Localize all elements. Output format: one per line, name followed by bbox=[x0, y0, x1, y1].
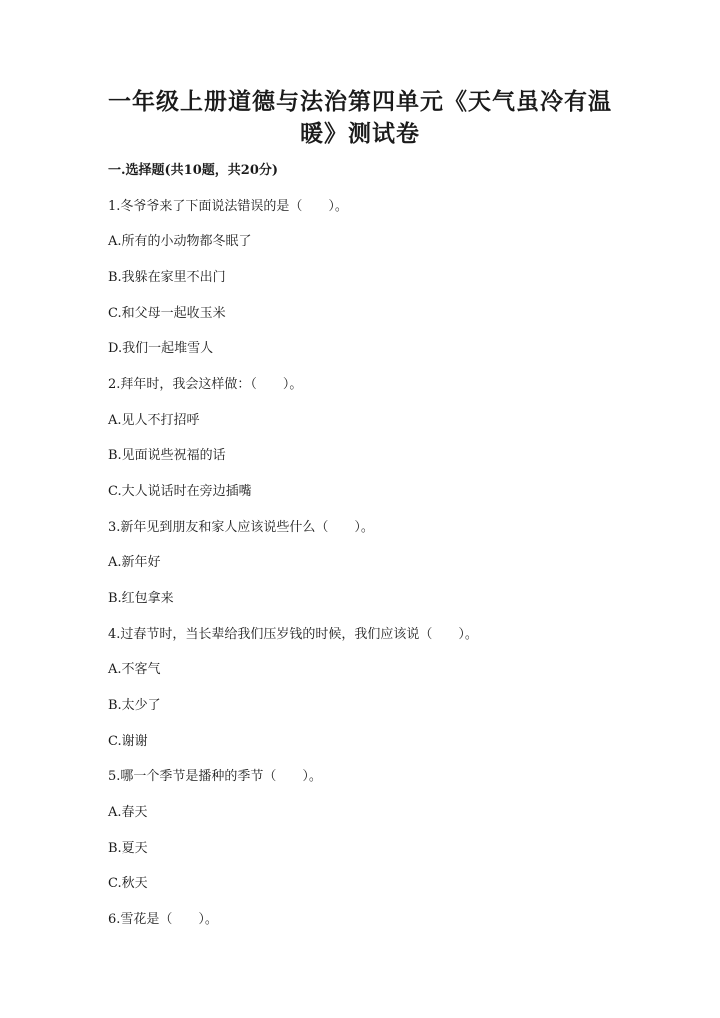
question-1-option-b: B.我躲在家里不出门 bbox=[108, 270, 226, 285]
question-5-option-b: B.夏天 bbox=[108, 841, 148, 856]
title-line-1: 一年级上册道德与法治第四单元《天气虽冷有温 bbox=[108, 88, 612, 115]
question-2-option-a: A.见人不打招呼 bbox=[108, 413, 200, 428]
question-1-option-a: A.所有的小动物都冬眠了 bbox=[108, 234, 252, 249]
question-5-option-c: C.秋天 bbox=[108, 876, 148, 891]
question-3-option-a: A.新年好 bbox=[108, 555, 161, 570]
question-1-stem: 1.冬爷爷来了下面说法错误的是（ ）。 bbox=[108, 199, 348, 214]
section-heading: 一.选择题(共10题，共20分) bbox=[108, 163, 279, 178]
question-6-stem: 6.雪花是（ ）。 bbox=[108, 912, 218, 927]
question-2-option-c: C.大人说话时在旁边插嘴 bbox=[108, 484, 252, 499]
title-line-2: 暖》测试卷 bbox=[300, 120, 420, 147]
question-4-option-c: C.谢谢 bbox=[108, 734, 148, 749]
question-4-option-b: B.太少了 bbox=[108, 698, 161, 713]
question-2-stem: 2.拜年时，我会这样做：（ ）。 bbox=[108, 377, 303, 392]
question-4-stem: 4.过春节时，当长辈给我们压岁钱的时候，我们应该说（ ）。 bbox=[108, 627, 478, 642]
document-title bbox=[100, 86, 620, 150]
question-5-option-a: A.春天 bbox=[108, 805, 148, 820]
question-3-stem: 3.新年见到朋友和家人应该说些什么（ ）。 bbox=[108, 520, 374, 535]
question-4-option-a: A.不客气 bbox=[108, 662, 161, 677]
question-3-option-b: B.红包拿来 bbox=[108, 591, 174, 606]
question-1-option-d: D.我们一起堆雪人 bbox=[108, 341, 214, 356]
question-1-option-c: C.和父母一起收玉米 bbox=[108, 306, 226, 321]
question-2-option-b: B.见面说些祝福的话 bbox=[108, 448, 226, 463]
question-5-stem: 5.哪一个季节是播种的季节（ ）。 bbox=[108, 769, 322, 784]
